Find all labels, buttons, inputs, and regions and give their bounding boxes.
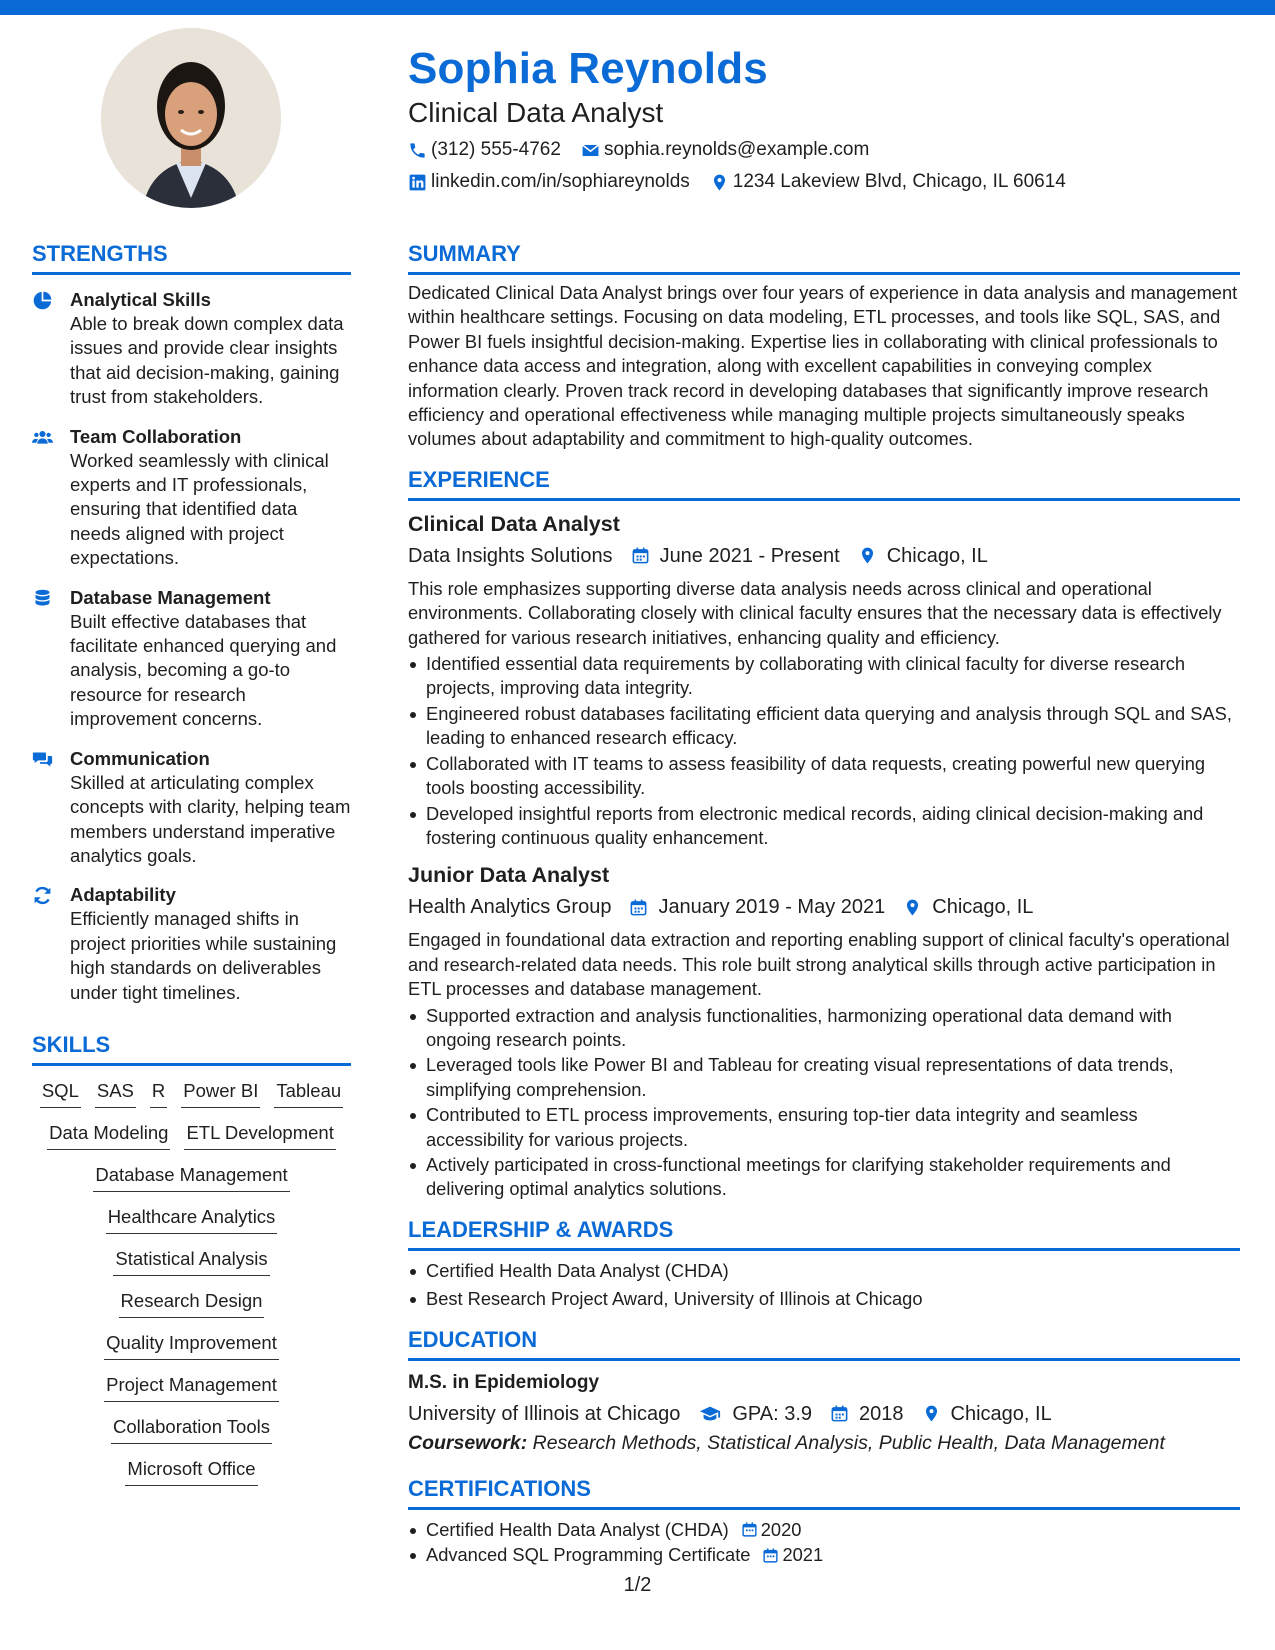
job-bullets [408,652,1240,850]
strength-desc: Worked seamlessly with clinical experts and IT professionals, ensuring that identified data needs aligned with project expectations. [70,449,329,569]
list-item: Supported extraction and analysis functionalities, harmonizing operational data demand with ongoing research points. [408,1004,1240,1053]
skill-row [32,1120,351,1150]
strength-title: Analytical Skills [70,289,211,310]
education-location [922,1399,1052,1429]
location-pin-icon [858,546,877,565]
education-heading: EDUCATION [408,1326,1240,1361]
users-icon [32,427,53,448]
address-text: 1234 Lakeview Blvd, Chicago, IL 60614 [732,171,1066,192]
summary-text: Dedicated Clinical Data Analyst brings over four years of experience in data analysis and management within healthcare settings. Focusing on data modeling, ETL processes, and tools like SQL, SAS, and Power BI fuels insightful decision-making. Expertise lies in collaborating with clinical professionals to enhance data access and integration, along with excellent capabilities in conveying complex information clearly. Proven track record in developing databases that significantly improve research efficiency and operational effectiveness while managing multiple projects simultaneously speaks volumes about adaptability and commitment to high-quality outcomes. [408,282,1238,450]
skill-tag: Research Design [119,1288,265,1318]
job-company [408,892,611,922]
certifications-heading: CERTIFICATIONS [408,1475,1240,1510]
skills-heading: SKILLS [32,1031,351,1066]
school-name [408,1399,680,1429]
list-item: Developed insightful reports from electronic medical records, aiding clinical decision-making and fostering continuous quality enhancement. [408,802,1240,851]
strength-title: Team Collaboration [70,425,242,447]
calendar-icon [629,898,648,917]
candidate-title: Clinical Data Analyst [408,97,664,128]
strength-desc: Skilled at articulating complex concepts with clarity, helping team members understand imperative analytics goals. [70,771,351,866]
strength-title: Adaptability [70,884,176,906]
job-title: Junior Data Analyst [408,863,610,888]
cert-name: Certified Health Data Analyst (CHDA) [426,1518,729,1540]
skill-row [32,1246,351,1276]
skill-tag: Power BI [181,1078,260,1108]
job-entry [408,860,1240,1201]
list-item: Leveraged tools like Power BI and Tableau for creating visual representations of data trends, simplifying comprehension. [408,1053,1240,1102]
candidate-name: Sophia Reynolds [408,44,768,93]
awards-heading: LEADERSHIP & AWARDS [408,1216,1240,1251]
dates-text: January 2019 - May 2021 [658,896,886,919]
strength-desc: Efficiently managed shifts in project priorities while sustaining high standards on deliverables under tight timelines. [70,908,337,1003]
top-accent-bar [0,0,1275,15]
job-entry [408,509,1240,850]
strength-desc: Able to break down complex data issues and provide clear insights that aid decision-making, gaining trust from stakeholders. [70,313,344,408]
pie-chart-icon [32,290,53,311]
skill-row [32,1078,351,1108]
strength-item [32,585,351,732]
job-description: Engaged in foundational data extraction and reporting enabling support of clinical faculty's operational and research-related data needs. This role built strong analytical skills through active participation in ETL processes and database management. [408,929,1230,1000]
linkedin-text: linkedin.com/in/sophiareynolds [431,171,690,192]
contact-row-1 [408,136,1238,164]
job-location [858,541,988,571]
contact-row-2 [408,168,1238,196]
company-text: Health Analytics Group [408,896,612,919]
calendar-icon [830,1404,849,1423]
skill-row [32,1330,351,1360]
address-contact [710,168,1066,196]
location-pin-icon [710,173,729,192]
job-dates [631,541,840,571]
awards-list [408,1259,1240,1312]
job-description: This role emphasizes supporting diverse data analysis needs across clinical and operational environments. Collaborating closely with clinical faculty ensures that the necessary data is effectively gathered for various research initiatives, enhancing quality and efficiency. [408,577,1222,648]
skill-tag: Collaboration Tools [111,1414,272,1444]
skill-tag: ETL Development [184,1120,335,1150]
location-text: Chicago, IL [950,1402,1052,1425]
job-location [903,892,1033,922]
list-item: Best Research Project Award, University of Illinois at Chicago [408,1287,1240,1311]
job-title: Clinical Data Analyst [408,511,620,536]
job-meta [408,892,1240,922]
profile-photo [101,28,281,208]
skill-row [32,1414,351,1444]
dates-text: June 2021 - Present [659,544,840,567]
coursework [408,1429,1240,1457]
skill-row [32,1204,351,1234]
skill-tag: Database Management [93,1162,289,1192]
skill-tag: SAS [95,1078,136,1108]
graduation-cap-icon [698,1403,722,1425]
location-text: Chicago, IL [932,896,1034,919]
list-item: Engineered robust databases facilitating efficient data querying and analysis through SQL and SAS, leading to enhanced research efficacy. [408,702,1240,751]
education-meta [408,1399,1240,1429]
skill-tag: Microsoft Office [125,1456,257,1486]
phone-icon [408,141,427,160]
education-section [408,1326,1240,1457]
skill-tag: Quality Improvement [104,1330,279,1360]
list-item: Actively participated in cross-functional meetings for clarifying stakeholder requirements and delivering optimal analytics solutions. [408,1153,1240,1202]
skill-row [32,1162,351,1192]
phone-contact[interactable] [408,136,561,164]
gpa-text: GPA: 3.9 [732,1402,813,1425]
certifications-section [408,1475,1240,1568]
email-contact[interactable] [581,136,869,164]
year-text: 2018 [859,1402,904,1425]
job-company [408,541,613,571]
strength-item [32,746,351,869]
company-text: Data Insights Solutions [408,544,613,567]
skill-tag: Tableau [274,1078,343,1108]
linkedin-icon [408,173,427,192]
page-number: 1/2 [623,1574,652,1596]
cert-name: Advanced SQL Programming Certificate [426,1544,751,1565]
strength-desc: Built effective databases that facilitate enhanced querying and analysis, becoming a go-to resource for research improvement concerns. [70,610,337,730]
profile-photo-image [101,28,281,208]
education-year [830,1399,904,1429]
location-pin-icon [922,1404,941,1423]
awards-section [408,1216,1240,1312]
skill-row [32,1456,351,1486]
email-icon [581,141,600,160]
experience-section [408,466,1240,1202]
sync-icon [32,885,53,906]
skill-row [32,1288,351,1318]
strength-title: Communication [70,747,210,769]
list-item [408,1518,1240,1542]
coursework-label: Coursework: [408,1431,528,1454]
comments-icon [32,749,53,770]
experience-heading: EXPERIENCE [408,466,1240,501]
skills-list [32,1078,351,1486]
strength-item [32,424,351,571]
phone-text: (312) 555-4762 [431,139,561,160]
list-item [408,1543,1240,1567]
certifications-list [408,1518,1240,1568]
database-icon [32,588,53,609]
skill-row [32,1372,351,1402]
calendar-icon [631,546,650,565]
job-dates [629,892,885,922]
list-item: Collaborated with IT teams to assess feasibility of data requests, creating powerful new querying tools boosting accessibility. [408,752,1240,801]
school-text: University of Illinois at Chicago [408,1402,681,1425]
location-pin-icon [903,898,922,917]
list-item: Certified Health Data Analyst (CHDA) [408,1259,1240,1283]
strengths-heading: STRENGTHS [32,240,351,275]
location-text: Chicago, IL [886,544,988,567]
degree-name: M.S. in Epidemiology [408,1371,600,1393]
job-meta [408,541,1240,571]
strength-item [32,287,351,410]
strength-title: Database Management [70,586,271,608]
coursework-text: Research Methods, Statistical Analysis, Public Health, Data Management [527,1431,1165,1454]
linkedin-contact[interactable] [408,168,690,196]
strength-item [32,882,351,1005]
education-gpa [698,1399,812,1429]
skill-tag: Data Modeling [47,1120,170,1150]
job-bullets [408,1004,1240,1202]
cert-year: 2020 [760,1518,802,1540]
summary-heading: SUMMARY [408,240,1240,275]
skill-tag: Statistical Analysis [113,1246,269,1276]
list-item: Identified essential data requirements by collaborating with clinical faculty for diverse research projects, improving data integrity. [408,652,1240,701]
skill-tag: SQL [40,1078,81,1108]
left-column [32,240,351,1498]
skill-tag: Healthcare Analytics [106,1204,278,1234]
skill-tag: R [150,1078,167,1108]
list-item: Contributed to ETL process improvements, ensuring top-tier data integrity and seamless accessibility for various projects. [408,1103,1240,1152]
strengths-list [32,287,351,1005]
resume-header [408,40,1238,196]
calendar-icon [741,1521,758,1538]
email-text: sophia.reynolds@example.com [603,139,870,160]
cert-year: 2021 [782,1544,824,1565]
calendar-icon [762,1547,779,1564]
skill-tag: Project Management [104,1372,279,1402]
right-column [408,240,1240,1568]
